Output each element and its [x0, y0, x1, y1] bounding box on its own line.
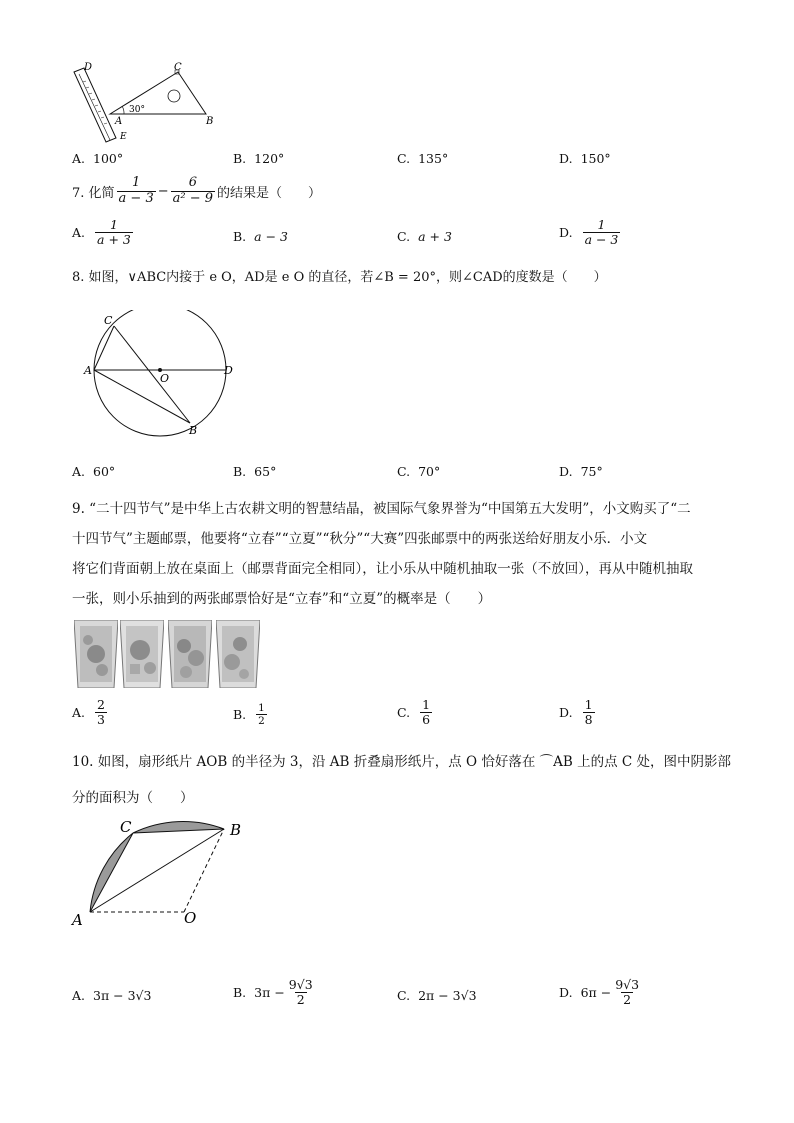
q8-option-c: C. 70° [397, 464, 441, 479]
triangle [110, 72, 206, 114]
q10-figure [68, 815, 258, 930]
q9-line-4: 一张，则小乐抽到的两张邮票恰好是“立春”和“立夏”的概率是（ ） [72, 591, 492, 607]
q10-question-line-2: 分的面积为（ ） [72, 790, 194, 806]
q7-option-d: D. $\frac{1}{a - 3}$ [559, 217, 619, 248]
q8-option-d: D. 75° [559, 464, 603, 479]
fig6-label-d: D [84, 62, 93, 73]
stamp-image-1 [74, 620, 118, 688]
q10-option-d: D. 6π − $\frac{9√3}{2}$ [559, 977, 640, 1008]
fig6-label-a: A [115, 116, 123, 127]
fig6-angle: 30° [129, 105, 145, 115]
stamp-image-2 [120, 620, 164, 688]
triangle-hole [168, 90, 180, 102]
q10-label-o: O [184, 909, 197, 927]
q8-label-b: B [189, 424, 198, 437]
q6-option-c: C. 135° [397, 151, 449, 166]
q7-question: 7. 化简 $\frac{1}{a - 3}$ − $\frac{6}{\text{a² − 9}}$ 的结果是（ ） [72, 175, 322, 206]
q10-question-line-1: 10. 如图，扇形纸片 AOB 的半径为 3，沿 AB 折叠扇形纸片，点 O 恰好落在 ⌒AB 上的点 C 处，图中阴影部 [72, 754, 732, 770]
q10-option-c: C. 2π − 3√3 [397, 988, 477, 1003]
q9-line-3: 将它们背面朝上放在桌面上（邮票背面完全相同），让小乐从中随机抽取一张（不放回），再从中随机抽取 [72, 561, 693, 577]
q6-option-d: D. 150° [559, 151, 611, 166]
q8-option-a: A. 60° [72, 464, 116, 479]
stamp-image-3 [168, 620, 212, 688]
fig6-label-b: B [206, 116, 214, 127]
q10-label-c: C [120, 818, 132, 836]
q8-label-c: C [104, 314, 113, 327]
q8-figure [82, 310, 242, 440]
q10-option-a: A. 3π − 3√3 [72, 988, 152, 1003]
q10-shaded-segment-ac [90, 833, 133, 912]
q8-question: 8. 如图，∨ABC内接于 e O，AD是 e O 的直径，若∠B = 20°，则∠CAD的度数是（ ） [72, 270, 607, 285]
q6-option-a: A. 100° [72, 151, 124, 166]
q9-option-b: B. $\frac{1}{2}$ [233, 702, 265, 728]
q7-option-c: C. a + 3 [397, 229, 452, 244]
q8-label-d: D [224, 364, 233, 377]
q9-option-d: D. $\frac{1}{8}$ [559, 697, 593, 728]
fig6-label-c: C [174, 62, 182, 73]
q10-label-b: B [230, 821, 242, 839]
q10-label-a: A [72, 911, 83, 929]
q8-chord-ac [94, 326, 114, 370]
q8-label-a: A [84, 364, 92, 377]
q9-option-c: C. $\frac{1}{6}$ [397, 697, 431, 728]
q8-chord-ab [94, 370, 190, 423]
q8-option-b: B. 65° [233, 464, 277, 479]
q8-chord-cb [114, 326, 190, 423]
stamp-image-4 [216, 620, 260, 688]
q9-line-2: 十四节气”主题邮票，他要将“立春”“立夏”“秋分”“大赛”四张邮票中的两张送给好朋友小乐．小文 [72, 531, 648, 547]
q10-option-b: B. 3π − $\frac{9√3}{2}$ [233, 977, 313, 1008]
q7-option-a: A. $\frac{1}{a + 3}$ [72, 217, 131, 248]
q9-option-a: A. $\frac{2}{3}$ [72, 697, 105, 728]
q8-label-o: O [160, 372, 170, 385]
fig6-label-e: E [120, 132, 127, 142]
q9-line-1: 9. “二十四节气”是中华上古农耕文明的智慧结晶，被国际气象界誉为“中国第五大发明”，小文购买了“二 [72, 501, 691, 517]
q6-option-b: B. 120° [233, 151, 285, 166]
q10-shaded-segment-cb [133, 821, 224, 833]
q9-question [72, 494, 732, 614]
q7-option-b: B. a − 3 [233, 229, 288, 244]
ruler [74, 68, 116, 142]
q6-figure [70, 60, 230, 145]
